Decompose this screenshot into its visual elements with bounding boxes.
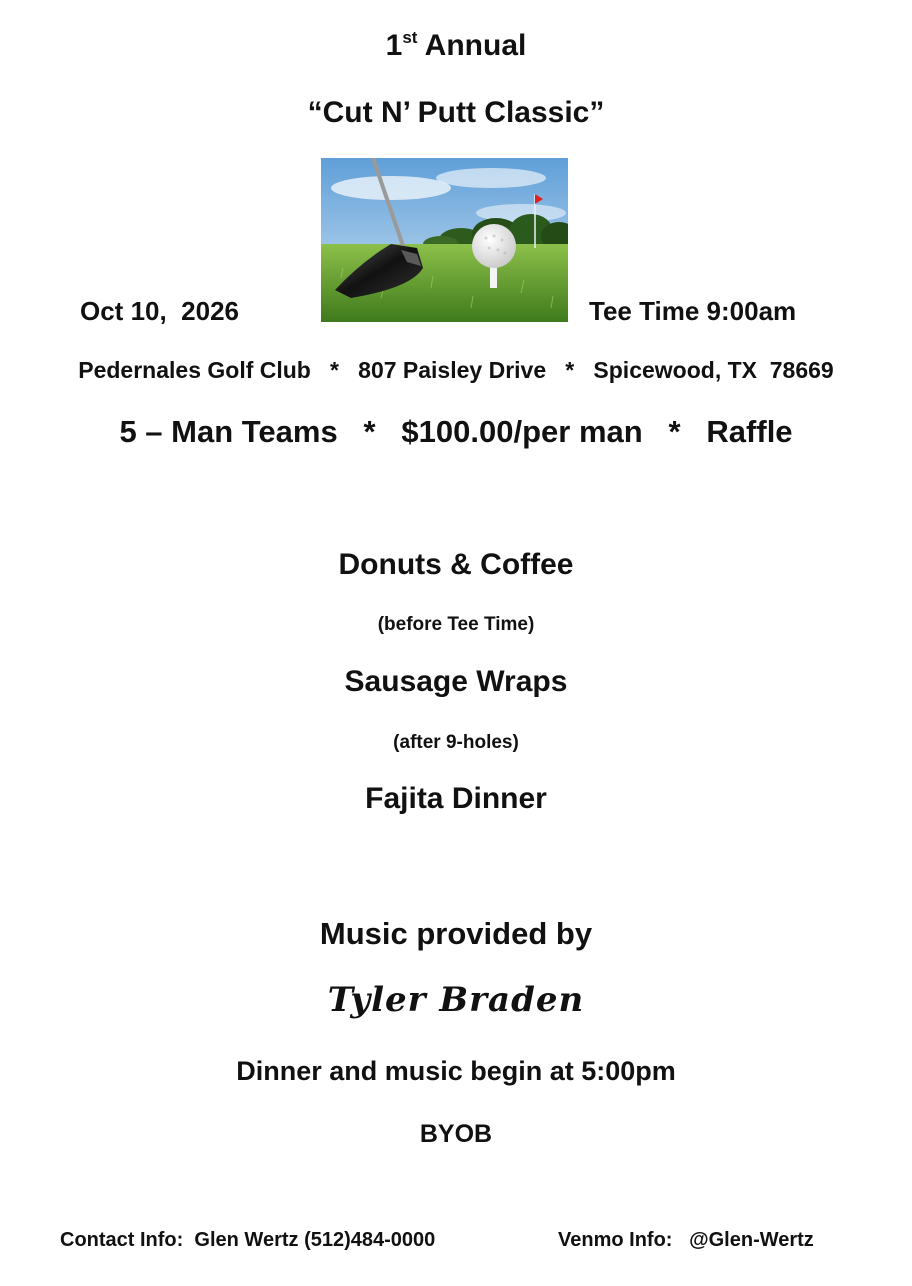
event-address: Pedernales Golf Club * 807 Paisley Drive * Spicewood, TX 78669 xyxy=(78,357,834,383)
menu-item-sausage: Sausage Wraps xyxy=(344,665,568,698)
team-pricing-line: 5 – Man Teams * $100.00/per man * Raffle xyxy=(119,414,793,449)
ordinal-number: 1 xyxy=(385,29,403,62)
venmo-info: Venmo Info: @Glen-Wertz xyxy=(558,1229,814,1251)
event-date: Oct 10, 2026 xyxy=(80,296,239,326)
menu-item-donuts: Donuts & Coffee xyxy=(338,548,574,581)
annual-label: Annual xyxy=(417,29,527,62)
music-heading: Music provided by xyxy=(319,916,593,951)
menu-note-before-tee: (before Tee Time) xyxy=(377,614,535,635)
dinner-time: Dinner and music begin at 5:00pm xyxy=(236,1056,676,1086)
title-ordinal xyxy=(0,28,912,63)
ordinal-suffix: st xyxy=(402,28,418,47)
event-title: “Cut N’ Putt Classic” xyxy=(307,96,605,129)
menu-note-after-9: (after 9-holes) xyxy=(393,732,519,753)
contact-info: Contact Info: Glen Wertz (512)484-0000 xyxy=(60,1229,436,1251)
tee-time: Tee Time 9:00am xyxy=(589,296,797,326)
golf-ball-icon xyxy=(472,224,516,268)
byob-note: BYOB xyxy=(419,1120,493,1148)
menu-item-fajita: Fajita Dinner xyxy=(365,782,547,815)
performer-name: Tyler Braden xyxy=(327,980,585,1020)
golf-ball-photo xyxy=(321,158,568,322)
